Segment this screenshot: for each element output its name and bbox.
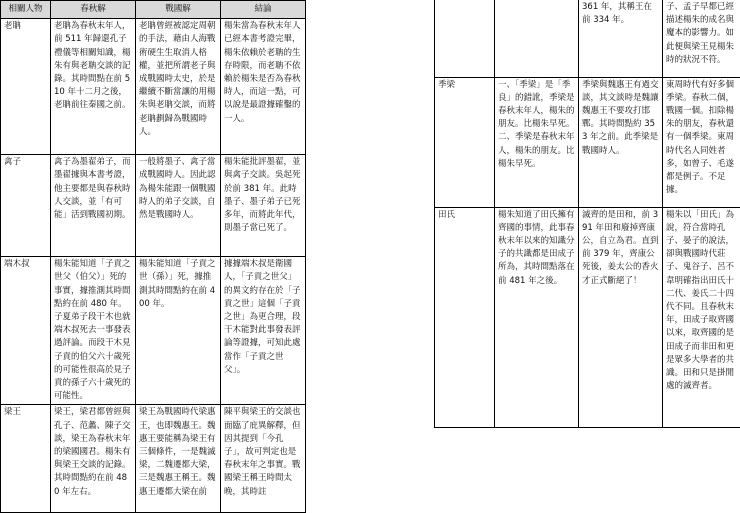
comparison-table xyxy=(0,0,306,513)
person-name: 梁王 xyxy=(1,405,51,513)
header-zhanguo: 戰國解 xyxy=(136,1,221,19)
conclusion-cell: 東周時代有好多個季梁。春秋二個，戰國一個。扣除楊朱的朋友，春秋還有一個季梁。東周時代名人同姓者多，如曾子、毛遂都是例子。不足據。 xyxy=(663,77,740,207)
zhanguo-cell: 滅齊的是田和，前 391 年田和廢掉齊康公，自立為君。直到前 379 年，齊康公死後，姜太公的香火才正式斷絕了！ xyxy=(579,207,663,427)
conclusion-cell: 陳平與梁王的交談也面臨了庇異解釋，但因其提到「今孔子」，故可判定也是春秋末年之事實。戰國梁王稱王時間太晚，其時註 xyxy=(221,405,306,513)
right-page xyxy=(434,0,740,505)
chunqiu-cell: 一、「季梁」是「季良」的錯訛，季梁是春秋末年人，楊朱的朋友。比楊朱早死。 二、季梁是春秋末年人，楊朱的朋友。比楊朱早死。 xyxy=(495,77,579,207)
conclusion-cell: 子、孟子早都已經描述楊朱的成名與魔本的影響力。如此便與梁王見楊朱時的狀況不符。 xyxy=(663,0,740,77)
chunqiu-cell: 楊朱知道了田氏擁有齊國的事情，此事春秋末年以來的知識分子的共識都是田成子所為，其時間點落在前 481 年之後。 xyxy=(495,207,579,427)
table-row xyxy=(1,257,306,405)
chunqiu-cell xyxy=(495,0,579,77)
table-row xyxy=(435,77,740,207)
zhanguo-cell: 老聃曾經被認定周朝的手法，藉由人海戰術硬生生取消人格權，並把所謂老子與成戰國時太史，於是繼續不斷當讓的用楊朱與老聃交談，而將老聃劃歸為戰國時人。 xyxy=(136,19,221,155)
conclusion-cell: 楊朱當為春秋末年人已經本書考證完畢，楊朱依賴於老聃的生存時限，而老聃不依賴於楊朱是否為春秋時人，而這一點，可以說是最證據確鑿的一人。 xyxy=(221,19,306,155)
table-row xyxy=(1,155,306,257)
page-gap xyxy=(322,0,434,505)
conclusion-cell: 據據端木叔是衛國人，「子貢之世父」的異文約存在於「子貢之世」這個「子貢之世」為更合理，段干木能對此事發表評論等證據，可知此處當作「子貢之世父」。 xyxy=(221,257,306,405)
zhanguo-cell: 梁王為戰國時代梁惠王，也即魏惠王。魏惠王要能稱為梁王有三個條件，一是魏滅梁，二魏遷都大梁，三是魏惠王稱王。魏惠王遷都大梁在前 xyxy=(136,405,221,513)
zhanguo-cell: 361 年，其稱王在前 334 年。 xyxy=(579,0,663,77)
person-name: 禽子 xyxy=(1,155,51,257)
zhanguo-cell: 一般將墨子、禽子當成戰國時人。因此認為楊朱能跟一個戰國時人的弟子交談，自然是戰國時人。 xyxy=(136,155,221,257)
zhanguo-cell: 楊朱能知道「子貢之世（孫）」死，據推測其時間點約在前 400 年。 xyxy=(136,257,221,405)
person-name: 田氏 xyxy=(435,207,495,427)
person-name: 老聃 xyxy=(1,19,51,155)
table-header-row xyxy=(1,1,306,19)
chunqiu-cell: 禽子為墨翟弟子，而墨翟據與本書考證，他主要都是與春秋時人交談，並「有可能」活到戰國初期。 xyxy=(51,155,136,257)
header-person: 相關人物 xyxy=(1,1,51,19)
table-row-continued xyxy=(435,0,740,77)
left-page xyxy=(0,0,322,505)
conclusion-cell: 楊朱以「田氏」為說，符合當時孔子、晏子的說法，卻與戰國時代莊子、鬼谷子、呂不韋明確指出田氏十二代、姜氏二十四代不同。且春秋末年，田成子取齊國以來，取齊國的是田成子而非田和更是眾多大學者的共識。田和只是掛閒處的滅齊者。 xyxy=(663,207,740,427)
chunqiu-cell: 梁王，梁君都曾經與孔子、范蠡、陳子交談，梁王為春秋末年的梁國國君。楊朱有與梁王交談的記錄。其時間點約在前 480 年左右。 xyxy=(51,405,136,513)
conclusion-cell: 楊朱能批評墨翟，並與禽子交談。吳起死於前 381 年。此時墨子、墨子弟子已死多年，而將此年代，則墨子當已死了。 xyxy=(221,155,306,257)
person-name: 端木叔 xyxy=(1,257,51,405)
comparison-table-continued xyxy=(434,0,740,428)
person-name: 季梁 xyxy=(435,77,495,207)
table-row xyxy=(435,207,740,427)
header-conclusion: 結論 xyxy=(221,1,306,19)
chunqiu-cell: 楊朱能知道「子貢之世父（伯父）」死的事實，據推測其時間點約在前 480 年。子夏弟子段干木也就端木叔死去一事發表過評論。而段干木見子貢的伯父六十歲死的可能性很高於見子貢的孫子六十歲死的可能性。 xyxy=(51,257,136,405)
table-row xyxy=(1,405,306,513)
header-chunqiu: 春秋解 xyxy=(51,1,136,19)
person-name xyxy=(435,0,495,77)
zhanguo-cell: 季梁與魏惠王有過交談，其文談時是魏讓魏惠王不要攻打邯鄲。其時間點約 353 年之前。此季梁是戰國時人。 xyxy=(579,77,663,207)
chunqiu-cell: 老聃為春秋末年人，前 511 年歸還孔子禮儀等相關知識，楊朱有與老聃交談的記錄。其時間點在前 510 年十二月之後，老聃前往秦國之前。 xyxy=(51,19,136,155)
table-row xyxy=(1,19,306,155)
